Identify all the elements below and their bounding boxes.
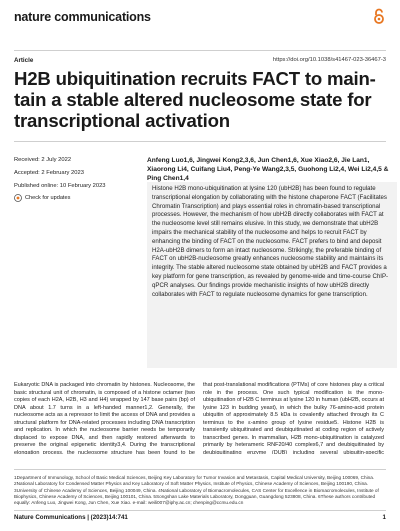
doi-link[interactable]: https://doi.org/10.1038/s41467-023-36467-3 — [272, 57, 386, 63]
published-date: Published online: 10 February 2023 — [14, 183, 106, 189]
abstract: Histone H2B mono-ubiquitination at lysine 120 (ubH2B) has been found to regulate transcriptional elongation by collaborating with the histone chaperone FACT (Facilitates Chromatin Transcription) and plays essential roles in chromatin-based transcriptional processes. However, the mechanism of how ubH2B directly collaborates with FACT at the nucleosome level still remains elusive. In this study, we demonstrate that ubH2B impairs the mechanical stability of the nucleosome and helps to recruit FACT by enhancing the binding of FACT on the nucleosome. FACT prefers to bind and deposit H2A-ubH2B dimers to form an intact nucleosome. Strikingly, the preferable binding of FACT on ubH2B-nucleosome greatly enhances nucleosome stability and maintains its integrity. The stable altered nucleosome state obtained by ubH2B and FACT provides a key platform for gene transcription, as revealed by genome-wide and time-course ChIP-qPCR analyses. Our findings provide mechanistic insights of how ubH2B directly collaborates with FACT to regulate nucleosome dynamics for gene transcription. — [147, 182, 397, 368]
affiliations: 1Department of Immunology, School of Basic Medical Sciences, Beijing Key Laboratory for Tumor Invasion and Metastasis, Capital Medical University, Beijing 100069, China. 2National Laboratory for Condensed Matter Physics and Key Laboratory of Soft Matter Physics, Institute of Physics, Chinese Academy of Sciences, Beijing 100190, China. 3University of Chinese Academy of Sciences, Beijing 100049, China. 4National Laboratory of Biomacromolecules, CAS Center for Excellence in Biomacromolecules, Institute of Biophysics, Chinese Academy of Sciences, Beijing 100101, China. 5Songshan Lake Materials Laboratory, Dongguan, Guangdong 523808, China. 6These authors contributed equally: Anfeng Luo, Jingwei Kong, Jun Chen, Xue Xiao. e-mail: weili007@iphy.ac.cn; chenping@ccmu.edu.cn — [14, 475, 379, 506]
footer-divider — [14, 510, 386, 511]
article-type: Article — [14, 57, 34, 64]
check-updates-icon — [14, 194, 22, 202]
title-line: transcriptional activation — [14, 110, 230, 131]
author-list: Anfeng Luo1,6, Jingwei Kong2,3,6, Jun Chen1,6, Xue Xiao2,6, Jie Lan1, Xiaorong Li4, Cuifang Liu4, Peng-Ye Wang2,3,5, Guohong Li2,4, Wei Li2,4,5 & Ping Chen1,4 — [147, 157, 389, 182]
body-column-right: that post-translational modifications (PTMs) of core histones play a critical role in the process. One such typical modification is the mono-ubiquitination of H2B C terminus at lysine 120 in human (ubH2B, occurs at lysine 123 in budding yeast), in which the bulky 76-amino-acid protein ubiquitin of approximately 8.5 kDa is covalently attached through its C terminus to the ε-amino group of lysine residue5. Histone H2B is transiently ubiquitinated and deubiquitinated at coding region of actively transcribed genes. In mammalian, H2B mono-ubiquitination is catalyzed primarily by heterameric RNF20/40 complex6,7 and deubiquitinated by deubiquitinating enzyme (DUB) including several ubiquitin-specific — [203, 382, 384, 454]
received-date: Received: 2 July 2022 — [14, 157, 72, 163]
open-access-icon — [372, 8, 386, 24]
accepted-date: Accepted: 2 February 2023 — [14, 170, 84, 176]
title-divider — [14, 141, 386, 142]
body-column-left: Eukaryotic DNA is packaged into chromatin by histones. Nucleosome, the basic structural unit of chromatin, is composed of a histone octamer (two copies of each H2A, H2B, H3 and H4) wrapped by 147 base pairs (bp) of DNA about 1.7 turns in a left-handed manner1,2. Generally, the nucleosome acts as a repressor to limit the access of DNA and provides a structural platform for DNA-related processes including DNA transcription and replication. In which the nucleosome barrier needs be temporarily displaced to expose DNA, and then rapidly restored afterwards to preserve the original epigenetic identity3,4. During the transcriptional elongation process, the nucleosome structure has been found to be — [14, 382, 195, 454]
title-line: H2B ubiquitination recruits FACT to main- — [14, 68, 376, 89]
check-updates-label: Check for updates — [25, 195, 71, 201]
affiliation-divider — [14, 469, 386, 470]
title-line: tain a stable altered nucleosome state for — [14, 89, 372, 110]
check-updates-button[interactable] — [14, 194, 70, 202]
footer-citation: Nature Communications | (2023)14:741 — [14, 514, 128, 521]
journal-name: nature communications — [14, 10, 151, 24]
header-divider — [14, 50, 386, 51]
page-number: 1 — [382, 514, 386, 521]
article-title — [14, 68, 384, 131]
